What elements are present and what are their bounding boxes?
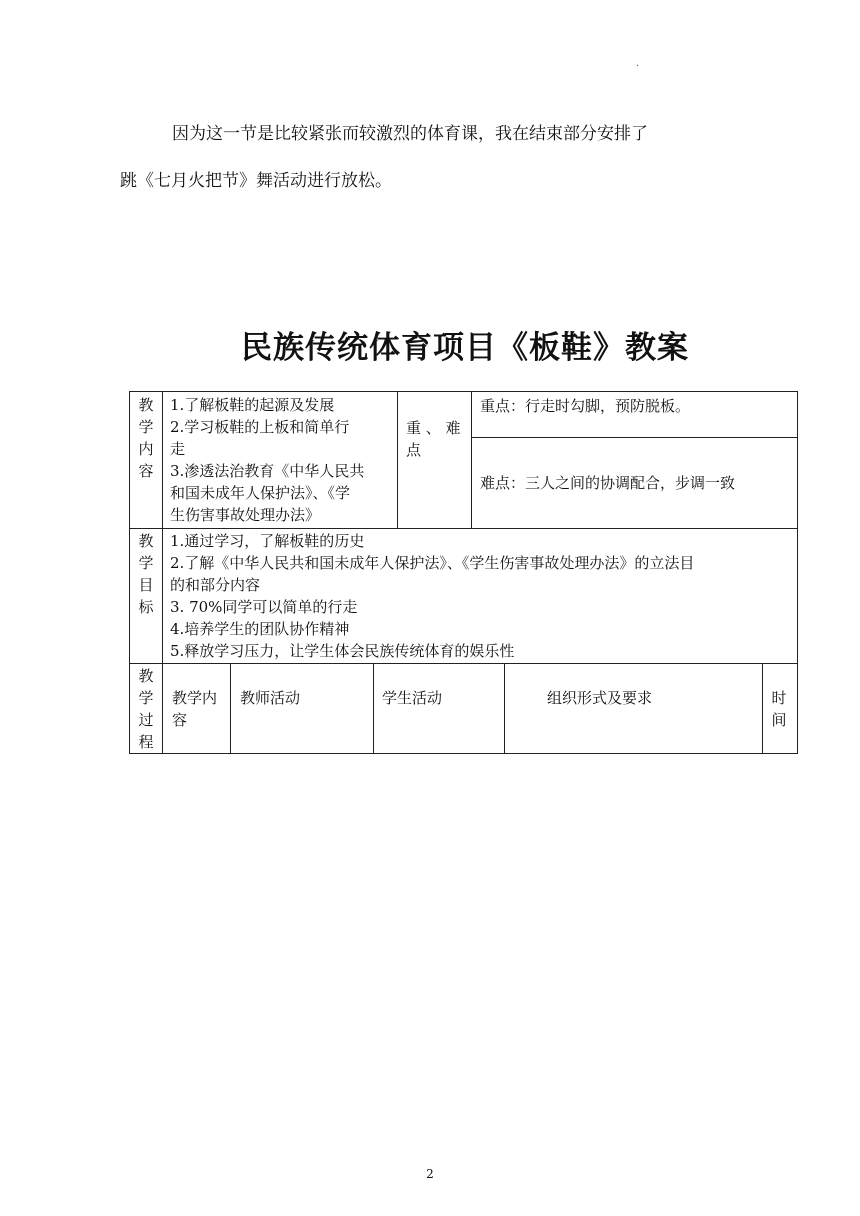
column-divider xyxy=(397,392,398,528)
column-divider xyxy=(504,663,505,753)
lesson-plan-table xyxy=(129,391,798,754)
corner-mark: . xyxy=(636,58,640,69)
teaching-process-label: 教 学 过 程 xyxy=(138,667,154,751)
column-divider xyxy=(762,663,763,753)
difficult-point: 难点：三人之间的协调配合，步调一致 xyxy=(480,474,736,492)
teaching-goals-text: 1.通过学习，了解板鞋的历史 2.了解《中华人民共和国未成年人保护法》、《学生伤害事故处理办法》的立法目 的和部分内容 3. 70%同学可以简单的行走 4.培养学生的团队协作精神 5.释放学习压力，让学生体会民族传统体育的娱乐性 xyxy=(170,532,695,660)
column-header-teacher-activity: 教师活动 xyxy=(240,689,301,707)
cell-divider xyxy=(471,437,797,438)
row-divider xyxy=(130,528,797,529)
column-divider xyxy=(471,392,472,528)
teaching-goals-label: 教 学 目 标 xyxy=(138,532,154,616)
key-point: 重点：行走时勾脚，预防脱板。 xyxy=(480,397,691,415)
column-header-content: 教学内 容 xyxy=(172,689,218,729)
key-difficult-label: 重 、 难 点 xyxy=(406,419,461,459)
teaching-content-label: 教 学 内 容 xyxy=(138,396,154,480)
column-divider xyxy=(373,663,374,753)
teaching-content-text: 1.了解板鞋的起源及发展 2.学习板鞋的上板和简单行 走 3.渗透法治教育《中华人民共 和国未成年人保护法》、《学 生伤害事故处理办法》 xyxy=(170,396,365,524)
column-divider xyxy=(230,663,231,753)
paragraph-line-1: 因为这一节是比较紧张而较激烈的体育课，我在结束部分安排了 xyxy=(172,124,648,144)
page-number: 2 xyxy=(426,1167,434,1181)
column-divider xyxy=(162,392,163,753)
column-header-student-activity: 学生活动 xyxy=(382,689,443,707)
document-title: 民族传统体育项目《板鞋》教案 xyxy=(241,330,689,366)
column-header-organization: 组织形式及要求 xyxy=(547,689,653,707)
paragraph-line-2: 跳《七月火把节》舞活动进行放松。 xyxy=(120,171,392,191)
column-header-time: 时 间 xyxy=(771,689,787,729)
